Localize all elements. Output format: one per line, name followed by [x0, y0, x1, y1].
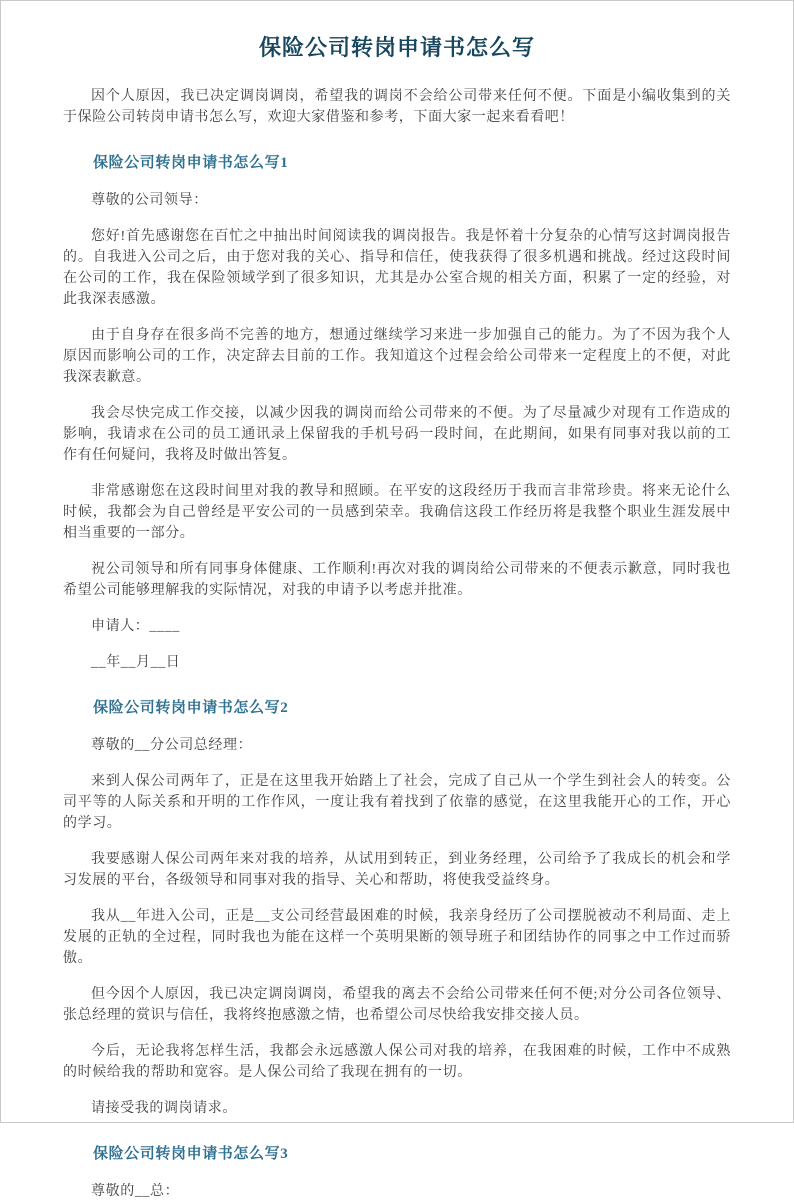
- section-heading-2: 保险公司转岗申请书怎么写2: [93, 700, 289, 716]
- paragraph: 请接受我的调岗请求。: [91, 1101, 237, 1116]
- date-line: __年__月__日: [91, 655, 181, 670]
- paragraph: 由于自身存在很多尚不完善的地方，想通过继续学习来进一步加强自己的能力。为了不因为我个人原因而影响公司的工作，决定辞去目前的工作。我知道这个过程会给公司带来一定程度上的不便，对此我深表歉意。: [63, 328, 731, 385]
- document-title: 保险公司转岗申请书怎么写: [258, 35, 535, 60]
- intro-paragraph: 因个人原因，我已决定调岗调岗，希望我的调岗不会给公司带来任何不便。下面是小编收集到的关于保险公司转岗申请书怎么写，欢迎大家借鉴和参考，下面大家一起来看看吧！: [63, 89, 731, 125]
- section-heading-3: 保险公司转岗申请书怎么写3: [93, 1146, 289, 1162]
- paragraph: 今后，无论我将怎样生活，我都会永远感激人保公司对我的培养，在我困难的时候，工作中不成熟的时候给我的帮助和宽容。是人保公司给了我现在拥有的一切。: [63, 1044, 731, 1080]
- paragraph: 来到人保公司两年了，正是在这里我开始踏上了社会，完成了自己从一个学生到社会人的转变。公司平等的人际关系和开明的工作作风，一度让我有着找到了依靠的感觉，在这里我能开心的工作，开心的学习。: [63, 774, 731, 831]
- salutation: 尊敬的__分公司总经理：: [91, 738, 253, 753]
- paragraph: 但今因个人原因，我已决定调岗调岗，希望我的离去不会给公司带来任何不便;对分公司各位领导、张总经理的赏识与信任，我将终抱感激之情，也希望公司尽快给我安排交接人员。: [63, 987, 731, 1023]
- paragraph: 祝公司领导和所有同事身体健康、工作顺利!再次对我的调岗给公司带来的不便表示歉意，同时我也希望公司能够理解我的实际情况，对我的申请予以考虑并批准。: [63, 562, 731, 598]
- paragraph: 非常感谢您在这段时间里对我的教导和照顾。在平安的这段经历于我而言非常珍贵。将来无论什么时候，我都会为自己曾经是平安公司的一员感到荣幸。我确信这段工作经历将是我整个职业生涯发展中相当重要的一部分。: [63, 484, 731, 541]
- paragraph: 我从__年进入公司，正是__支公司经营最困难的时候，我亲身经历了公司摆脱被动不利局面、走上发展的正轨的全过程，同时我也为能在这样一个英明果断的领导班子和团结协作的同事之中工作过而骄傲。: [63, 909, 731, 966]
- paragraph: 我会尽快完成工作交接，以减少因我的调岗而给公司带来的不便。为了尽量减少对现有工作造成的影响，我请求在公司的员工通讯录上保留我的手机号码一段时间，在此期间，如果有同事对我以前的工作有任何疑问，我将及时做出答复。: [63, 406, 731, 463]
- applicant-signature-line: 申请人：____: [91, 619, 180, 634]
- paragraph: 您好!首先感谢您在百忙之中抽出时间阅读我的调岗报告。我是怀着十分复杂的心情写这封调岗报告的。自我进入公司之后，由于您对我的关心、指导和信任，使我获得了很多机遇和挑战。经过这段时间在公司的工作，我在保险领域学到了很多知识，尤其是办公室合规的相关方面，积累了一定的经验，对此我深表感激。: [63, 229, 731, 307]
- salutation: 尊敬的__总：: [91, 1184, 180, 1199]
- paragraph: 我要感谢人保公司两年来对我的培养，从试用到转正，到业务经理，公司给予了我成长的机会和学习发展的平台，各级领导和同事对我的指导、关心和帮助，将使我受益终身。: [63, 852, 731, 888]
- section-heading-1: 保险公司转岗申请书怎么写1: [93, 155, 289, 171]
- salutation: 尊敬的公司领导：: [91, 193, 208, 208]
